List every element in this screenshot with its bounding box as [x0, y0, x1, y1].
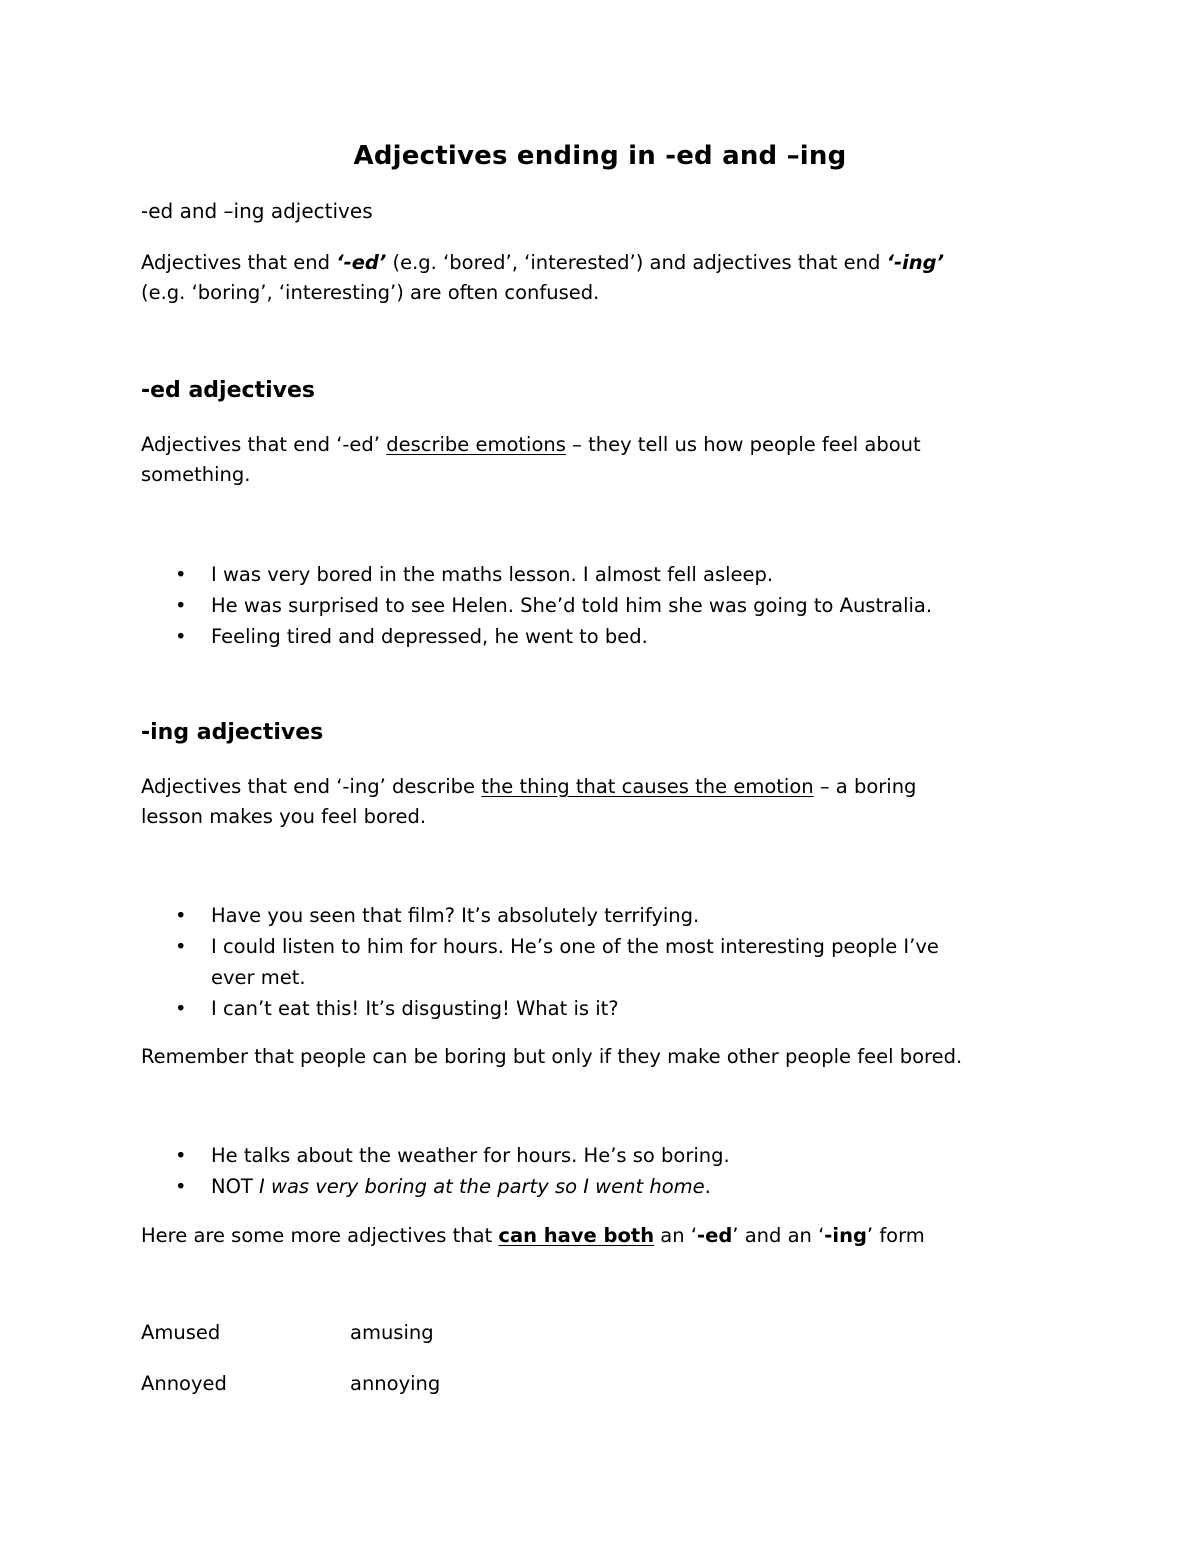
ed-text-2: – they tell us how people feel about: [565, 433, 921, 456]
ed-text-1: Adjectives that end ‘-ed’: [141, 433, 387, 456]
ed-form: Amused: [141, 1321, 221, 1344]
list-item: [141, 900, 939, 931]
remember-examples-list: [141, 1140, 730, 1202]
bullet-icon: •: [175, 997, 187, 1020]
ing-section-paragraph: [141, 772, 916, 832]
ing-form: amusing: [350, 1321, 434, 1344]
list-item: [141, 621, 932, 652]
intro-text-2: (e.g. ‘bored’, ‘interested’) and adjectives that end: [386, 251, 887, 274]
remember-paragraph: Remember that people can be boring but only if they make other people feel bored.: [141, 1045, 963, 1068]
list-item-text: I could listen to him for hours. He’s one of the most interesting people I’ve: [211, 935, 939, 958]
ing-examples-list: [141, 900, 939, 1024]
bullet-icon: •: [175, 1144, 187, 1167]
ed-text-3: something.: [141, 463, 251, 486]
ed-suffix: -ed: [697, 1224, 733, 1247]
ing-text-2: – a boring: [813, 775, 917, 798]
subtitle: -ed and –ing adjectives: [141, 199, 373, 223]
period: .: [704, 1175, 711, 1198]
ing-underlined-text: the thing that causes the emotion: [481, 775, 814, 798]
ing-section-heading: -ing adjectives: [141, 720, 324, 745]
bullet-icon: •: [175, 594, 187, 617]
ed-underlined-text: describe emotions: [386, 433, 566, 456]
more-text-3: ’ and an ‘: [732, 1224, 825, 1247]
ing-text-1: Adjectives that end ‘-ing’ describe: [141, 775, 482, 798]
incorrect-example: I was very boring at the party so I went home: [259, 1175, 705, 1198]
list-item: [141, 559, 932, 590]
ed-form: Annoyed: [141, 1372, 227, 1395]
ed-term: ‘-ed’: [336, 251, 387, 274]
list-item: [141, 931, 939, 993]
list-item: [141, 1140, 730, 1171]
intro-paragraph: [141, 248, 944, 308]
list-item-text: Feeling tired and depressed, he went to bed.: [211, 625, 648, 648]
bullet-icon: •: [175, 625, 187, 648]
ing-term: ‘-ing’: [886, 251, 945, 274]
more-text-2: an ‘: [654, 1224, 698, 1247]
ing-suffix: -ing: [824, 1224, 867, 1247]
more-adjectives-paragraph: [141, 1221, 925, 1251]
bullet-icon: •: [175, 904, 187, 927]
ed-section-heading: -ed adjectives: [141, 378, 315, 403]
not-label: NOT: [211, 1175, 260, 1198]
ing-form: annoying: [350, 1372, 441, 1395]
bullet-icon: •: [175, 563, 187, 586]
bullet-icon: •: [175, 935, 187, 958]
list-item: [141, 993, 939, 1024]
ed-examples-list: [141, 559, 932, 652]
document-title: Adjectives ending in -ed and –ing: [353, 141, 847, 171]
list-item: [141, 1171, 730, 1202]
list-item-text-continued: ever met.: [211, 966, 306, 989]
list-item-text: I can’t eat this! It’s disgusting! What is it?: [211, 997, 619, 1020]
list-item-text: He talks about the weather for hours. He’s so boring.: [211, 1144, 730, 1167]
can-have-both-text: can have both: [498, 1224, 655, 1247]
list-item-text: Have you seen that film? It’s absolutely terrifying.: [211, 904, 700, 927]
bullet-icon: •: [175, 1175, 187, 1198]
intro-text-1: Adjectives that end: [141, 251, 337, 274]
list-item-text: I was very bored in the maths lesson. I almost fell asleep.: [211, 563, 774, 586]
list-item-text: He was surprised to see Helen. She’d told him she was going to Australia.: [211, 594, 933, 617]
intro-text-3: (e.g. ‘boring’, ‘interesting’) are often confused.: [141, 281, 600, 304]
more-text-4: ’ form: [866, 1224, 925, 1247]
more-text-1: Here are some more adjectives that: [141, 1224, 499, 1247]
ing-text-3: lesson makes you feel bored.: [141, 805, 427, 828]
list-item: [141, 590, 932, 621]
ed-section-paragraph: [141, 430, 921, 490]
